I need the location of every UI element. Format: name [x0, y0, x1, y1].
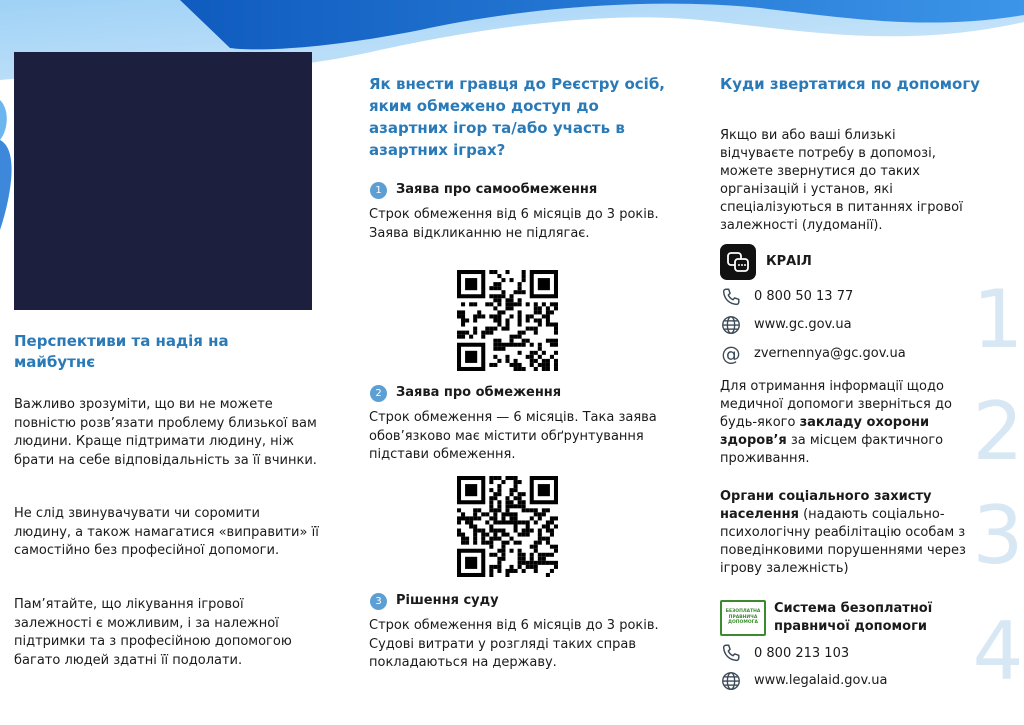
left-paragraph-3: Пам’ятайте, що лікування ігрової залежності є можливим, і за належної підтримки та з професійною допомогою багато людей здатні її подолати.	[14, 597, 292, 668]
legal-aid-logo: БЕЗОПЛАТНА ПРАВНИЧА ДОПОМОГА	[720, 600, 766, 636]
medical-help-text: Для отримання інформації щодо медичної допомоги зверніться до будь-якого закладу охорони здоров’я за місцем фактичного проживання.	[720, 379, 952, 466]
registry-heading: Як внести гравця до Реєстру осіб, яким обмежено доступ до азартних ігор та/або участь в азартних іграх?	[369, 75, 665, 159]
chat-bubble-icon	[720, 244, 756, 280]
photo-placeholder	[14, 52, 312, 310]
perspectives-heading: Перспективи та надія на майбутнє	[14, 332, 229, 371]
step-3-title: Рішення суду	[396, 593, 499, 608]
globe-icon	[720, 314, 742, 336]
step-2-title: Заява про обмеження	[396, 385, 562, 400]
section-number-3: 3	[972, 489, 1024, 582]
left-paragraph-1: Важливо зрозуміти, що ви не можете повністю розв’язати проблему близької вам людини. Краще підтримати людину, ніж брати на себе відповідальність за її вчинки.	[14, 397, 317, 468]
kraıl-email-link[interactable]: zvernennya@gc.gov.ua	[754, 346, 906, 361]
qr-code-2[interactable]	[457, 476, 558, 577]
at-icon	[720, 343, 742, 365]
legal-aid-website-link[interactable]: www.legalaid.gov.ua	[754, 673, 888, 688]
step-3-badge: 3	[370, 593, 387, 610]
help-intro: Якщо ви або ваші близькі відчуваєте потребу в допомозі, можете звернутися до таких організацій і установ, які спеціалізуються в питаннях ігрової залежності (лудоманії).	[720, 128, 963, 233]
step-1-text: Строк обмеження від 6 місяців до 3 років. Заява відкликанню не підлягає.	[369, 207, 659, 241]
help-heading: Куди звертатися по допомогу	[720, 75, 980, 93]
phone-icon	[720, 286, 742, 308]
step-3-text: Строк обмеження від 6 місяців до 3 років. Судові витрати у розгляді таких справ покладаються на державу.	[369, 618, 659, 670]
kraıl-name: КРАІЛ	[766, 254, 812, 269]
step-2-text: Строк обмеження — 6 місяців. Така заява обов’язково має містити обґрунтування підстави обмеження.	[369, 410, 657, 462]
legal-aid-name: Система безоплатної правничої допомоги	[774, 601, 933, 634]
step-2-badge: 2	[370, 385, 387, 402]
section-number-2: 2	[972, 385, 1024, 478]
qr-code-1[interactable]	[457, 270, 558, 371]
social-protection-text: Органи соціального захисту населення (надають соціально-психологічну реабілітацію особам з поведінковими порушеннями через ігрову залежність)	[720, 489, 966, 576]
legal-aid-phone[interactable]: 0 800 213 103	[754, 646, 850, 661]
kraıl-phone[interactable]: 0 800 50 13 77	[754, 289, 854, 304]
kraıl-logo	[720, 244, 756, 280]
kraıl-website-link[interactable]: www.gc.gov.ua	[754, 317, 852, 332]
step-1-title: Заява про самообмеження	[396, 182, 598, 197]
step-1-badge: 1	[370, 182, 387, 199]
section-number-1: 1	[972, 273, 1024, 366]
section-number-4: 4	[972, 605, 1024, 698]
phone-icon	[720, 642, 742, 664]
svg-text:@: @	[721, 343, 741, 365]
globe-icon	[720, 670, 742, 692]
left-paragraph-2: Не слід звинувачувати чи соромити людину, а також намагатися «виправити» її самостійно без професійної допомоги.	[14, 506, 319, 558]
